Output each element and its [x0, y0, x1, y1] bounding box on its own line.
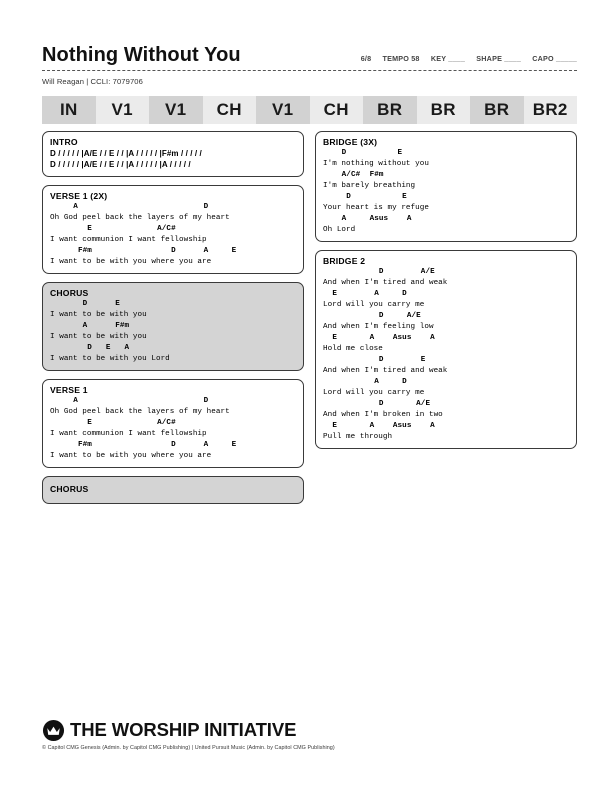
verse1-2x-block [42, 185, 304, 274]
chorus-reference-block [42, 476, 304, 504]
lyric-line: Hold me close [323, 344, 383, 353]
page-title: Nothing Without You [42, 44, 241, 66]
chord-line: E A Asus A [323, 422, 435, 430]
lyric-line: I'm nothing without you [323, 159, 429, 168]
chorus-pair-2 [50, 321, 296, 342]
chorus-pair-1 [50, 299, 296, 320]
section-tag-v1-3[interactable]: V1 [256, 96, 310, 124]
bridge-3x-title: BRIDGE (3X) [323, 137, 378, 147]
chorus-title: CHORUS [50, 288, 89, 298]
lyric-line: I want to be with you where you are [50, 257, 212, 266]
chord-line: D E [50, 300, 120, 308]
section-tag-v1-2[interactable]: V1 [149, 96, 203, 124]
bridge-3x-pair-2 [323, 170, 569, 191]
lyric-line: Lord will you carry me [323, 388, 425, 397]
section-tag-v1-1[interactable]: V1 [96, 96, 150, 124]
lyric-line: I want to be with you [50, 310, 147, 319]
bridge-2-pair-5 [323, 355, 569, 376]
chord-line: D A/E [323, 312, 421, 320]
crown-logo-icon [42, 719, 65, 742]
lyric-line: Oh God peel back the layers of my heart [50, 213, 230, 222]
chord-line: D A/E [323, 400, 431, 408]
meta-time-signature: 6/8 [360, 54, 372, 63]
chord-line: A D [323, 378, 407, 386]
bridge-2-title: BRIDGE 2 [323, 256, 366, 266]
intro-block [42, 131, 304, 177]
section-order-bar [42, 96, 577, 124]
chord-line: E A/C# [50, 225, 176, 233]
brand-row [42, 718, 577, 742]
verse1-pair-2 [50, 418, 296, 439]
bridge-2-pair-7 [323, 399, 569, 420]
lyric-line: Pull me through [323, 432, 393, 441]
chord-line: A Asus A [323, 215, 412, 223]
bridge-2-pair-8 [323, 421, 569, 442]
chord-line: D E [323, 149, 403, 157]
chord-line: E A Asus A [323, 334, 435, 342]
section-tag-ch-1[interactable]: CH [203, 96, 257, 124]
chord-line: F#m D A E [50, 441, 237, 449]
chord-line: A D [50, 397, 209, 405]
song-metadata [361, 54, 577, 63]
intro-line-2: D / / / / / |A/E / / E / / |A / / / / / |A / / / / / [50, 160, 191, 169]
lyric-line: I want communion I want fellowship [50, 235, 207, 244]
chord-line: D A/E [323, 268, 435, 276]
author-ccli-line: Will Reagan | CCLI: 7079706 [42, 77, 143, 86]
lyric-line: Lord will you carry me [323, 300, 425, 309]
chorus-block [42, 282, 304, 371]
section-tag-br-3[interactable]: BR [470, 96, 524, 124]
chord-line: D E [323, 193, 407, 201]
chorus-reference-title: CHORUS [50, 484, 89, 494]
chord-line: A D [50, 203, 209, 211]
verse1-pair-1 [50, 396, 296, 417]
lyric-line: I want to be with you [50, 332, 147, 341]
bridge-2-pair-2 [323, 289, 569, 310]
left-column [42, 131, 304, 512]
chord-line: E A/C# [50, 419, 176, 427]
lyric-line: I'm barely breathing [323, 181, 416, 190]
verse1-block [42, 379, 304, 468]
verse1-pair-3 [50, 440, 296, 461]
meta-tempo: TEMPO 58 [382, 54, 420, 63]
meta-key: KEY ____ [430, 54, 466, 63]
section-tag-ch-2[interactable]: CH [310, 96, 364, 124]
lyric-line: I want to be with you Lord [50, 354, 170, 363]
meta-shape: SHAPE ____ [476, 54, 522, 63]
copyright-line: © Capitol CMG Genesis (Admin. by Capitol CMG Publishing) | United Pursuit Music (Admin. by Capitol CMG Publishing) [42, 745, 335, 751]
bridge-2-pair-1 [323, 267, 569, 288]
lyric-line: I want to be with you where you are [50, 451, 212, 460]
lyric-line: And when I'm feeling low [323, 322, 434, 331]
bridge-3x-pair-3 [323, 192, 569, 213]
meta-capo: CAPO _____ [532, 54, 577, 63]
lyric-line: And when I'm tired and weak [323, 366, 448, 375]
lyric-line: And when I'm tired and weak [323, 278, 448, 287]
chord-line: D E [323, 356, 426, 364]
bridge-3x-pair-1 [323, 148, 569, 169]
verse1-2x-pair-1 [50, 202, 296, 223]
chord-line: D E A [50, 344, 130, 352]
section-tag-br2[interactable]: BR2 [524, 96, 578, 124]
lyric-line: Oh God peel back the layers of my heart [50, 407, 230, 416]
bridge-2-pair-4 [323, 333, 569, 354]
intro-line-1: D / / / / / |A/E / / E / / |A / / / / / |F#m / / / / / [50, 149, 202, 158]
lyric-line: Oh Lord [323, 225, 356, 234]
bridge-2-pair-3 [323, 311, 569, 332]
chord-line: E A D [323, 290, 407, 298]
section-tag-br-1[interactable]: BR [363, 96, 417, 124]
bridge-2-block [315, 250, 577, 449]
chorus-pair-3 [50, 343, 296, 364]
lyric-line: And when I'm broken in two [323, 410, 443, 419]
chord-line: A/C# F#m [323, 171, 384, 179]
verse1-2x-title: VERSE 1 (2X) [50, 191, 108, 201]
page-footer [42, 718, 577, 751]
header-divider [42, 70, 577, 71]
lyric-line: Your heart is my refuge [323, 203, 429, 212]
intro-title: INTRO [50, 137, 78, 147]
chord-line: A F#m [50, 322, 130, 330]
brand-name: THE WORSHIP INITIATIVE [70, 719, 297, 740]
section-tag-br-2[interactable]: BR [417, 96, 471, 124]
bridge-2-pair-6 [323, 377, 569, 398]
lyric-line: I want communion I want fellowship [50, 429, 207, 438]
bridge-3x-block [315, 131, 577, 242]
right-column [315, 131, 577, 457]
section-tag-in[interactable]: IN [42, 96, 96, 124]
verse1-2x-pair-2 [50, 224, 296, 245]
bridge-3x-pair-4 [323, 214, 569, 235]
verse1-title: VERSE 1 [50, 385, 88, 395]
verse1-2x-pair-3 [50, 246, 296, 267]
chord-line: F#m D A E [50, 247, 237, 255]
